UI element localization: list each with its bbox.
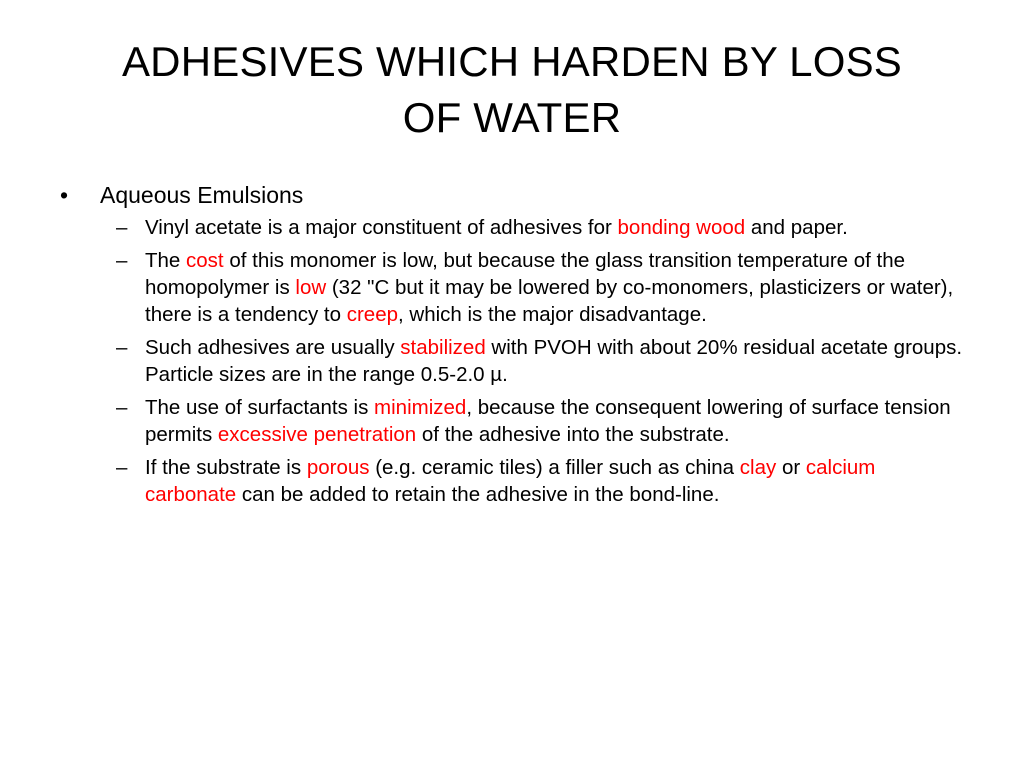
main-bullet-text: Aqueous Emulsions: [100, 182, 304, 208]
dash-marker: –: [116, 216, 128, 239]
dash-marker: –: [116, 336, 128, 359]
slide-title: [60, 34, 964, 146]
highlight-text: clay: [739, 456, 777, 479]
sub-bullet-text: Such adhesives are usually: [145, 336, 401, 359]
highlight-text: bonding wood: [617, 216, 746, 239]
sub-bullet-text: with PVOH with about 20% residual acetate groups. Particle sizes are in the range 0.5-2.0 µ.: [145, 336, 963, 386]
sub-bullet-text: The use of surfactants is: [145, 396, 375, 419]
sub-bullet-text: , which is the major disadvantage.: [398, 303, 707, 326]
highlight-text: calcium carbonate: [145, 456, 876, 506]
sub-bullet-5: [56, 454, 966, 508]
highlight-text: creep: [346, 303, 398, 326]
sub-bullet-text: , because the consequent lowering of surface tension permits: [145, 396, 951, 446]
sub-bullet-text: and paper.: [745, 216, 848, 239]
sub-bullet-2: [56, 247, 966, 328]
sub-bullet-text: Vinyl acetate is a major constituent of adhesives for: [145, 216, 618, 239]
sub-bullet-text: or: [776, 456, 806, 479]
highlight-text: stabilized: [400, 336, 486, 359]
sub-bullet-3: [56, 334, 966, 388]
highlight-text: excessive penetration: [217, 423, 417, 446]
sub-bullet-1: [56, 214, 966, 241]
sub-bullet-list: [56, 214, 966, 508]
sub-bullet-text: (32 "C but it may be lowered by co-monomers, plasticizers or water), there is a tendency to: [145, 276, 954, 326]
highlight-text: low: [295, 276, 327, 299]
dash-marker: –: [116, 456, 128, 479]
highlight-text: minimized: [374, 396, 467, 419]
sub-bullet-text: can be added to retain the adhesive in the bond-line.: [236, 483, 720, 506]
sub-bullet-text: of the adhesive into the substrate.: [416, 423, 730, 446]
sub-bullet-text: of this monomer is low, but because the glass transition temperature of the homopolymer is: [145, 249, 906, 299]
slide-body: [56, 180, 966, 514]
dash-marker: –: [116, 396, 128, 419]
sub-bullet-text: If the substrate is: [145, 456, 307, 479]
sub-bullet-text: The: [145, 249, 187, 272]
sub-bullet-text: (e.g. ceramic tiles) a filler such as china: [369, 456, 740, 479]
title-line-1: ADHESIVES WHICH HARDEN BY LOSS: [121, 38, 903, 85]
sub-bullet-4: [56, 394, 966, 448]
dash-marker: –: [116, 249, 128, 272]
title-line-2: OF WATER: [402, 94, 622, 141]
highlight-text: porous: [306, 456, 370, 479]
main-bullet: [56, 180, 966, 210]
bullet-marker: •: [60, 182, 69, 208]
highlight-text: cost: [186, 249, 224, 272]
